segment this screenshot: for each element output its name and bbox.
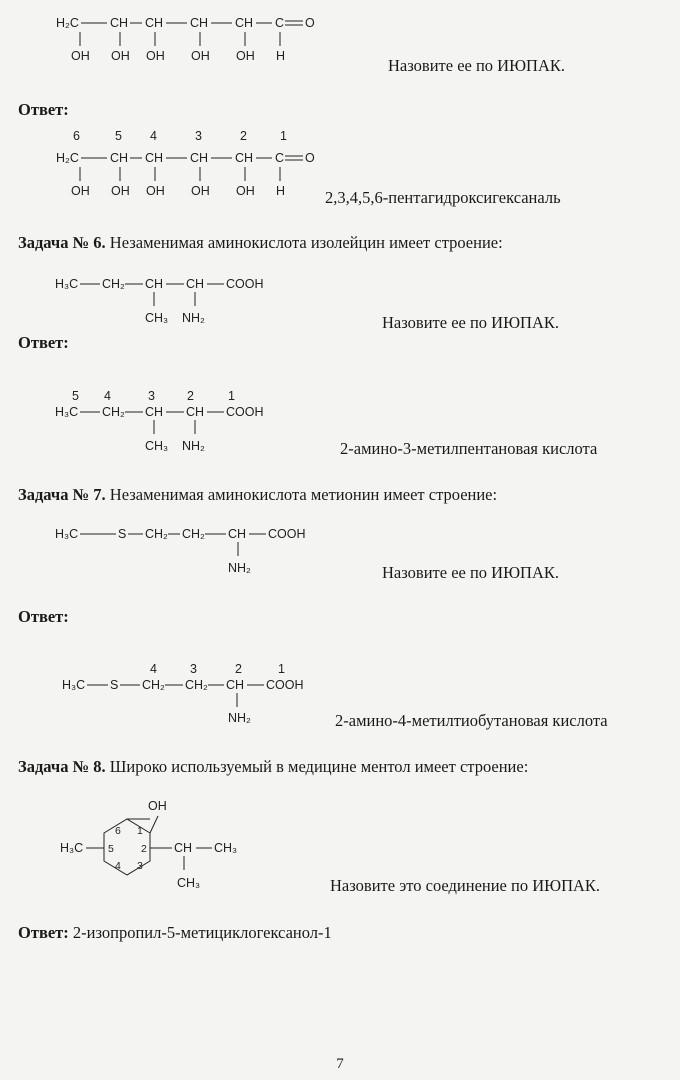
chain-atom: H₃C <box>55 405 79 419</box>
methyl-group: CH₃ <box>145 439 169 453</box>
carbon-number: 2 <box>240 129 247 143</box>
chain-atom: CH₂ <box>142 678 165 692</box>
chain-atom: CH <box>228 527 247 541</box>
carbon-number: 1 <box>280 129 287 143</box>
carbon-number: 4 <box>150 129 157 143</box>
chain-atom: CH <box>174 841 193 855</box>
answer-8-name: 2-изопропил-5-метициклогексанол-1 <box>68 923 332 942</box>
chain-atom: CH₂ <box>102 405 125 419</box>
oxygen: O <box>305 151 315 165</box>
hydrogen: H <box>276 49 286 63</box>
ring-number: 3 <box>137 860 143 872</box>
hydrogen: H <box>276 184 286 198</box>
chain-atom: CH <box>190 151 209 165</box>
hydroxyl: OH <box>146 49 165 63</box>
chain-atom: H₃C <box>55 277 79 291</box>
name-by-iupac-prompt: Назовите ее по ИЮПАК. <box>382 563 560 582</box>
chain-atom: CH₂ <box>182 527 205 541</box>
carbon-number: 3 <box>148 389 155 403</box>
methyl-group: H₃C <box>60 841 84 855</box>
hydroxyl: OH <box>71 49 90 63</box>
hydroxyl: OH <box>111 49 130 63</box>
carbon-number: 1 <box>278 662 285 676</box>
carbon-number: 1 <box>228 389 235 403</box>
answer-7-name: 2-амино-4-метилтиобутановая кислота <box>335 711 608 730</box>
chain-atom: H₃C <box>55 527 79 541</box>
carbon-number: 2 <box>235 662 242 676</box>
chain-atom: CH <box>235 151 254 165</box>
methyl-group: CH₃ <box>177 876 201 890</box>
name-by-iupac-prompt: Назовите ее по ИЮПАК. <box>382 313 560 332</box>
methyl-group: CH₃ <box>214 841 238 855</box>
answer-8 <box>18 923 332 943</box>
chain-atom: CH <box>145 405 164 419</box>
answer-8-label: Ответ: <box>18 923 69 942</box>
task-7-label: Задача № 7. <box>18 485 106 504</box>
hydroxyl: OH <box>236 184 255 198</box>
hydroxyl: OH <box>111 184 130 198</box>
carbon-number: 5 <box>72 389 79 403</box>
chain-atom: C <box>275 151 285 165</box>
chain-atom: CH₂ <box>185 678 208 692</box>
chain-atom: CH <box>235 16 254 30</box>
answer-6-name: 2-амино-3-метилпентановая кислота <box>340 439 598 458</box>
chain-atom: COOH <box>226 277 264 291</box>
chain-atom: CH₂ <box>145 527 168 541</box>
answer-label: Ответ: <box>18 100 69 119</box>
answer-1-name: 2,3,4,5,6-пентагидроксигексаналь <box>325 188 561 207</box>
carbon-number: 2 <box>187 389 194 403</box>
ring-number: 5 <box>108 843 114 855</box>
task-8-text: Широко используемый в медицине ментол имеет строение: <box>105 757 529 776</box>
carbon-number: 6 <box>73 129 80 143</box>
ring-number: 4 <box>115 860 121 872</box>
hydroxyl: OH <box>191 49 210 63</box>
chain-atom: CH <box>186 405 205 419</box>
chain-atom: CH <box>226 678 245 692</box>
amino-group: NH₂ <box>228 711 251 725</box>
hydroxyl: OH <box>71 184 90 198</box>
chain-atom: CH <box>110 16 129 30</box>
sulfur: S <box>110 678 119 692</box>
ring-number: 6 <box>115 825 121 837</box>
sulfur: S <box>118 527 127 541</box>
chain-atom: H₂C <box>56 16 79 30</box>
name-by-iupac-prompt: Назовите это соединение по ИЮПАК. <box>330 876 601 895</box>
amino-group: NH₂ <box>182 439 205 453</box>
hydroxyl: OH <box>146 184 165 198</box>
hydroxyl: OH <box>148 799 167 813</box>
task-6-text: Незаменимая аминокислота изолейцин имеет строение: <box>105 233 503 252</box>
task-8-label: Задача № 8. <box>18 757 106 776</box>
carbon-number: 3 <box>195 129 202 143</box>
answer-label: Ответ: <box>18 607 69 626</box>
hydroxyl: OH <box>236 49 255 63</box>
oxygen: O <box>305 16 315 30</box>
carbon-number: 4 <box>104 389 111 403</box>
methyl-group: CH₃ <box>145 311 169 325</box>
hydroxyl: OH <box>191 184 210 198</box>
carbon-number: 3 <box>190 662 197 676</box>
amino-group: NH₂ <box>228 561 251 575</box>
bond-line <box>150 816 158 833</box>
chain-atom: H₂C <box>56 151 79 165</box>
chain-atom: CH <box>186 277 205 291</box>
chain-atom: CH <box>190 16 209 30</box>
chain-atom: CH <box>110 151 129 165</box>
chain-atom: CH <box>145 151 164 165</box>
chain-atom: CH <box>145 277 164 291</box>
chain-atom: COOH <box>226 405 264 419</box>
answer-label: Ответ: <box>18 333 69 352</box>
ring-number: 1 <box>137 825 143 837</box>
chain-atom: CH <box>145 16 164 30</box>
chain-atom: COOH <box>268 527 306 541</box>
task-6-label: Задача № 6. <box>18 233 106 252</box>
carbon-number: 5 <box>115 129 122 143</box>
carbon-number: 4 <box>150 662 157 676</box>
task-7-text: Незаменимая аминокислота метионин имеет строение: <box>105 485 498 504</box>
chain-atom: COOH <box>266 678 304 692</box>
ring-number: 2 <box>141 843 147 855</box>
chain-atom: CH₂ <box>102 277 125 291</box>
amino-group: NH₂ <box>182 311 205 325</box>
chain-atom: C <box>275 16 285 30</box>
name-by-iupac-prompt: Назовите ее по ИЮПАК. <box>388 56 566 75</box>
page-number: 7 <box>336 1056 344 1072</box>
chain-atom: H₃C <box>62 678 86 692</box>
